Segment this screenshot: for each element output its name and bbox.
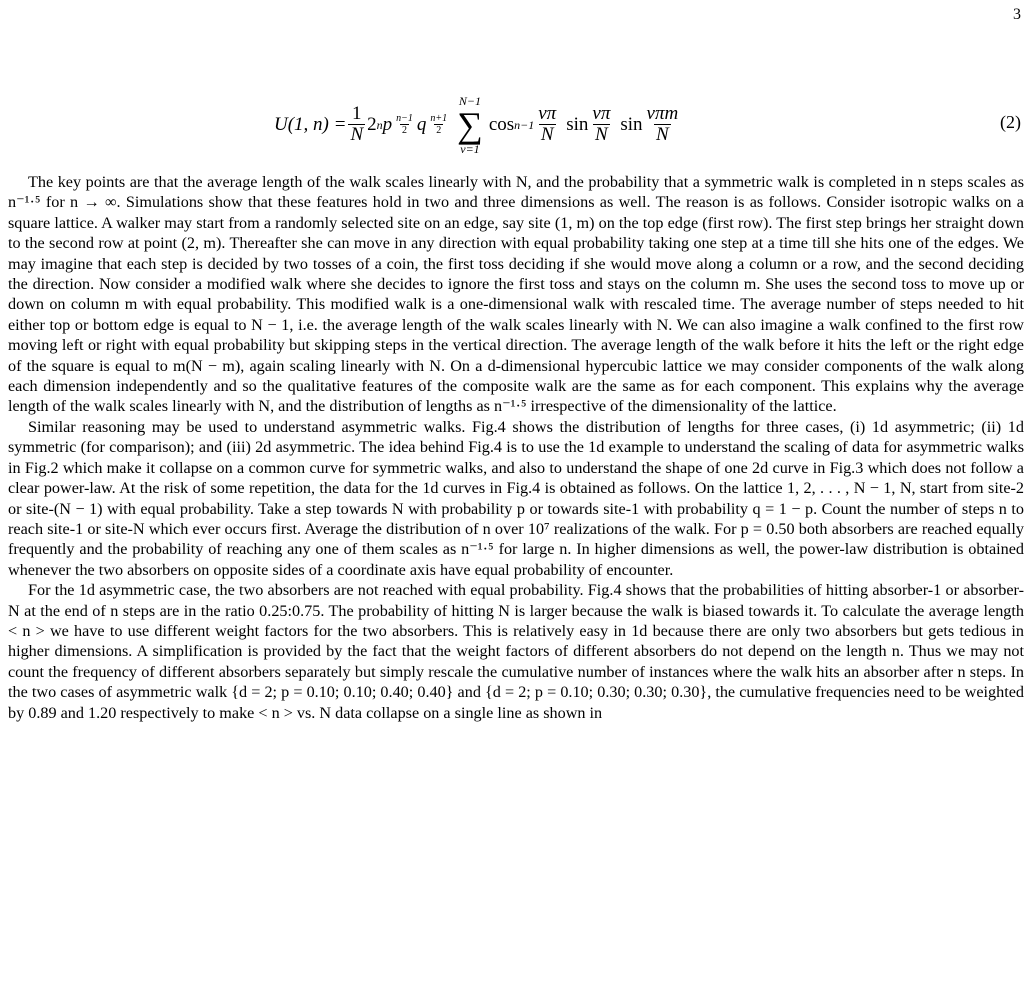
body-text bbox=[8, 172, 1024, 723]
page-number: 3 bbox=[1013, 6, 1021, 23]
equation-number: (2) bbox=[1000, 112, 1021, 132]
eq-fraction-3 bbox=[645, 104, 681, 146]
eq-q-exp-den: 2 bbox=[436, 125, 442, 137]
eq-frac1-num: νπ bbox=[538, 103, 557, 125]
eq-q-exponent bbox=[426, 114, 451, 137]
eq-cos: cos bbox=[488, 114, 515, 135]
eq-frac3-num: νπm bbox=[646, 103, 679, 125]
eq-coef-fraction bbox=[348, 104, 365, 146]
eq-sin-2: sin bbox=[620, 114, 643, 135]
eq-summation bbox=[457, 95, 483, 155]
eq-two: 2 bbox=[367, 114, 377, 135]
eq-p-exp-den: 2 bbox=[402, 125, 408, 137]
eq-q-exp-num: n+1 bbox=[430, 112, 448, 124]
eq-sum-bottom: ν=1 bbox=[460, 142, 480, 156]
eq-lhs: U(1, n) = bbox=[274, 114, 347, 135]
eq-sum-symbol: ∑ bbox=[457, 105, 483, 145]
eq-frac2-num: νπ bbox=[592, 103, 611, 125]
paragraph-1: The key points are that the average length of the walk scales linearly with N, and the probability that a symmetric walk is completed in n steps scales as n⁻¹·⁵ for n → ∞. Simulations show that these features hold in two and three dimensions as well. The reason is as follows. Consider isotropic walks on a square lattice. A walker may start from a randomly selected site on an edge, say site (1, m) on the top edge (first row). The first step brings her straight down to the second row at point (2, m). Thereafter she can move in any direction with equal probability taking one step at a time till she hits one of the edges. We may imagine that each step is decided by two tosses of a coin, the first toss deciding if she would move along a column or a row, and the second deciding the direction. Now consider a modified walk where she decides to ignore the first toss and stays on the column m. She uses the second toss to move up or down on column m with equal probability. This modified walk is a one-dimensional walk with rescaled time. The average number of steps needed to hit either top or bottom edge is equal to N − 1, i.e. the average length of the walk scales linearly with N. We can also imagine a walk confined to the first row moving left or right with equal probability but skipping steps in the vertical direction. The average length of the walk before it hits the left or the right edge of the square is equal to m(N − m), again scaling linearly with N. On a d-dimensional hypercubic lattice we may consider components of the walk along each dimension independently and so the qualitative features of the composite walk are the same as for each component. This explains why the average length of the walk scales linearly with N, and the distribution of lengths as n⁻¹·⁵ irrespective of the dimensionality of the lattice. bbox=[8, 173, 1024, 416]
equation-body bbox=[274, 92, 682, 158]
eq-fraction-1 bbox=[536, 104, 558, 146]
eq-coef-num: 1 bbox=[352, 103, 362, 125]
eq-frac3-den: N bbox=[656, 124, 669, 146]
eq-frac2-den: N bbox=[595, 124, 608, 146]
eq-cos-exponent: n−1 bbox=[514, 117, 535, 132]
eq-fraction-2 bbox=[590, 104, 612, 146]
eq-sum-top: N−1 bbox=[458, 94, 482, 108]
eq-p-exponent bbox=[392, 114, 417, 137]
equation-2 bbox=[0, 92, 1031, 158]
eq-p: p bbox=[382, 114, 393, 135]
eq-n-exponent: n bbox=[376, 117, 383, 132]
eq-frac1-den: N bbox=[540, 124, 554, 146]
paragraph-2: Similar reasoning may be used to understand asymmetric walks. Fig.4 shows the distribution of lengths for three cases, (i) 1d asymmetric; (ii) 1d symmetric (for comparison); and (iii) 2d asymmetric. The idea behind Fig.4 is to use the 1d example to understand the scaling of data for asymmetric walks in Fig.2 which make it collapse on a common curve for symmetric walks, and also to understand the shape of one 2d curve in Fig.3 which does not follow a clear power-law. At the risk of some repetition, the data for the 1d curves in Fig.4 is obtained as follows. On the lattice 1, 2, . . . , N − 1, N, start from site-2 or site-(N − 1) with equal probability. Take a step towards N with probability p or towards site-1 with probability q = 1 − p. Count the number of steps n to reach site-1 or site-N which ever occurs first. Average the distribution of n over 10⁷ realizations of the walk. For p = 0.50 both absorbers are reached equally frequently and the probability of reaching any one of them scales as n⁻¹·⁵ for large n. In higher dimensions as well, the power-law distribution is obtained whenever the two absorbers on opposite sides of a coordinate axis have equal probability of encounter. bbox=[8, 417, 1024, 579]
paragraph-3: For the 1d asymmetric case, the two absorbers are not reached with equal probability. Fig.4 shows that the probabilities of hitting absorber-1 or absorber-N at the end of n steps are in the ratio 0.25:0.75. The probability of hitting N is larger because the walk is biased towards it. To calculate the average length < n > we have to use different weight factors for the two absorbers. This is relatively easy in 1d because there are only two absorbers but gets tedious in higher dimensions. A simplification is provided by the fact that the weight factors of different absorbers do not depend on the length n. Thus we may not count the frequency of different absorbers separately but simply rescale the cumulative number of instances where the walk hits an absorber after n steps. In the two cases of asymmetric walk {d = 2; p = 0.10; 0.10; 0.40; 0.40} and {d = 2; p = 0.10; 0.30; 0.30; 0.30}, the cumulative frequencies need to be weighted by 0.89 and 1.20 respectively to make < n > vs. N data collapse on a single line as shown in bbox=[8, 581, 1024, 722]
eq-q: q bbox=[416, 114, 427, 135]
eq-p-exp-num: n−1 bbox=[396, 112, 413, 124]
eq-coef-den: N bbox=[350, 124, 364, 146]
eq-sin-1: sin bbox=[566, 114, 589, 135]
